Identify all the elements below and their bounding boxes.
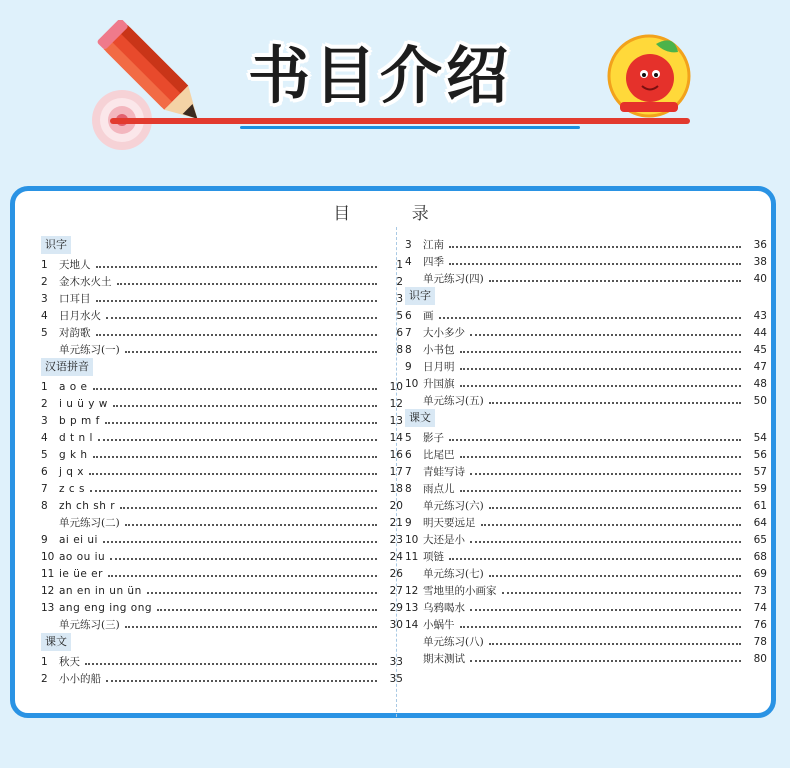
entry-title: zh ch sh r xyxy=(59,500,116,512)
entry-page: 45 xyxy=(753,344,767,356)
entry-title: 单元练习(一) xyxy=(59,344,120,356)
leader-dots xyxy=(489,575,741,577)
entry-title: 明天要远足 xyxy=(423,517,476,529)
toc-entry xyxy=(405,564,767,581)
leader-dots xyxy=(489,507,741,509)
toc-entry xyxy=(405,269,767,286)
entry-number: 9 xyxy=(41,534,48,546)
entry-page: 20 xyxy=(389,500,403,512)
toc-entry xyxy=(41,547,403,564)
entry-page: 76 xyxy=(753,619,767,631)
entry-page: 27 xyxy=(389,585,403,597)
entry-number: 1 xyxy=(41,656,48,668)
entry-page: 13 xyxy=(389,415,403,427)
leader-dots xyxy=(120,507,377,509)
leader-dots xyxy=(449,263,741,265)
entry-page: 54 xyxy=(753,432,767,444)
entry-number: 3 xyxy=(41,293,48,305)
entry-page: 35 xyxy=(389,673,403,685)
entry-number: 13 xyxy=(405,602,419,614)
entry-page: 17 xyxy=(389,466,403,478)
entry-title: 乌鸦喝水 xyxy=(423,602,465,614)
entry-number: 1 xyxy=(41,381,48,393)
leader-dots xyxy=(460,490,742,492)
toc-entry xyxy=(41,323,403,340)
toc-entry xyxy=(405,632,767,649)
entry-title: 比尾巴 xyxy=(423,449,455,461)
entry-page: 30 xyxy=(389,619,403,631)
toc-left-column xyxy=(41,235,403,686)
toc-entry xyxy=(41,479,403,496)
leader-dots xyxy=(502,592,742,594)
entry-number: 1 xyxy=(41,259,48,271)
entry-number: 5 xyxy=(41,449,48,461)
entry-page: 59 xyxy=(753,483,767,495)
entry-page: 48 xyxy=(753,378,767,390)
entry-title: b p m f xyxy=(59,415,100,427)
toc-entry xyxy=(41,462,403,479)
entry-title: 雨点儿 xyxy=(423,483,455,495)
entry-title: 日月水火 xyxy=(59,310,101,322)
leader-dots xyxy=(460,368,742,370)
leader-dots xyxy=(125,626,377,628)
leader-dots xyxy=(125,524,377,526)
leader-dots xyxy=(470,334,741,336)
leader-dots xyxy=(439,317,742,319)
toc-entry xyxy=(41,669,403,686)
entry-title: 项链 xyxy=(423,551,444,563)
entry-title: 单元练习(四) xyxy=(423,273,484,285)
toc-entry xyxy=(41,598,403,615)
entry-number: 8 xyxy=(405,483,412,495)
toc-entry xyxy=(405,391,767,408)
entry-number: 13 xyxy=(41,602,55,614)
entry-page: 40 xyxy=(753,273,767,285)
entry-page: 21 xyxy=(389,517,403,529)
entry-page: 14 xyxy=(389,432,403,444)
leader-dots xyxy=(105,422,377,424)
leader-dots xyxy=(470,541,741,543)
leader-dots xyxy=(93,388,378,390)
leader-dots xyxy=(481,524,742,526)
section-label: 识字 xyxy=(405,287,435,305)
entry-title: 影子 xyxy=(423,432,444,444)
entry-title: an en in un ün xyxy=(59,585,142,597)
toc-entry xyxy=(405,547,767,564)
entry-number: 9 xyxy=(405,361,412,373)
entry-number: 6 xyxy=(405,310,412,322)
entry-title: ao ou iu xyxy=(59,551,106,563)
entry-title: 金木水火土 xyxy=(59,276,112,288)
entry-title: a o e xyxy=(59,381,88,393)
leader-dots xyxy=(460,351,742,353)
leader-dots xyxy=(157,609,377,611)
entry-number: 2 xyxy=(41,673,48,685)
leader-dots xyxy=(460,626,742,628)
entry-title: 天地人 xyxy=(59,259,91,271)
entry-number: 12 xyxy=(41,585,55,597)
entry-page: 18 xyxy=(389,483,403,495)
leader-dots xyxy=(89,473,377,475)
toc-section xyxy=(405,286,767,306)
entry-title: 小书包 xyxy=(423,344,455,356)
entry-page: 80 xyxy=(753,653,767,665)
entry-page: 2 xyxy=(396,276,403,288)
toc-entry xyxy=(41,496,403,513)
entry-number: 10 xyxy=(405,378,419,390)
toc-entry xyxy=(41,289,403,306)
toc-header: 目 录 xyxy=(333,204,457,224)
toc-frame xyxy=(10,186,776,718)
entry-page: 64 xyxy=(753,517,767,529)
entry-title: j q x xyxy=(59,466,84,478)
entry-page: 65 xyxy=(753,534,767,546)
toc-entry xyxy=(41,564,403,581)
entry-number: 6 xyxy=(41,466,48,478)
entry-number: 8 xyxy=(405,344,412,356)
entry-number: 7 xyxy=(405,466,412,478)
section-label: 课文 xyxy=(41,633,71,651)
entry-number: 4 xyxy=(41,310,48,322)
entry-title: 单元练习(八) xyxy=(423,636,484,648)
entry-number: 2 xyxy=(41,398,48,410)
toc-entry xyxy=(405,428,767,445)
leader-dots xyxy=(103,541,377,543)
entry-title: 秋天 xyxy=(59,656,80,668)
toc-entry xyxy=(405,513,767,530)
entry-page: 16 xyxy=(389,449,403,461)
toc-entry xyxy=(405,649,767,666)
entry-page: 1 xyxy=(396,259,403,271)
toc-section xyxy=(405,408,767,428)
entry-page: 78 xyxy=(753,636,767,648)
toc-entry xyxy=(405,479,767,496)
entry-page: 43 xyxy=(753,310,767,322)
toc-entry xyxy=(41,652,403,669)
leader-dots xyxy=(90,490,377,492)
apple-mascot-icon xyxy=(606,28,692,124)
toc-entry xyxy=(41,306,403,323)
entry-page: 47 xyxy=(753,361,767,373)
leader-dots xyxy=(470,660,741,662)
toc-section xyxy=(41,357,403,377)
toc-entry xyxy=(405,598,767,615)
entry-title: 大小多少 xyxy=(423,327,465,339)
leader-dots xyxy=(85,663,377,665)
entry-title: 日月明 xyxy=(423,361,455,373)
entry-title: 期末测试 xyxy=(423,653,465,665)
entry-page: 57 xyxy=(753,466,767,478)
leader-dots xyxy=(449,439,741,441)
entry-number: 6 xyxy=(405,449,412,461)
toc-section xyxy=(41,632,403,652)
leader-dots xyxy=(106,317,377,319)
leader-dots xyxy=(96,266,378,268)
leader-dots xyxy=(113,405,377,407)
toc-entry xyxy=(405,306,767,323)
entry-number: 7 xyxy=(41,483,48,495)
entry-page: 26 xyxy=(389,568,403,580)
toc-entry xyxy=(41,377,403,394)
toc-entry xyxy=(405,530,767,547)
section-label: 汉语拼音 xyxy=(41,358,93,376)
leader-dots xyxy=(489,280,741,282)
toc-entry xyxy=(41,272,403,289)
entry-number: 10 xyxy=(41,551,55,563)
leader-dots xyxy=(470,473,741,475)
pencil-icon xyxy=(80,20,220,155)
entry-page: 69 xyxy=(753,568,767,580)
entry-title: 四季 xyxy=(423,256,444,268)
entry-number: 11 xyxy=(405,551,419,563)
toc-entry xyxy=(41,445,403,462)
entry-page: 10 xyxy=(389,381,403,393)
entry-number: 4 xyxy=(41,432,48,444)
leader-dots xyxy=(108,575,377,577)
leader-dots xyxy=(460,456,742,458)
entry-title: 单元练习(六) xyxy=(423,500,484,512)
entry-title: ie üe er xyxy=(59,568,103,580)
entry-title: 小小的船 xyxy=(59,673,101,685)
section-label: 识字 xyxy=(41,236,71,254)
entry-number: 10 xyxy=(405,534,419,546)
entry-number: 4 xyxy=(405,256,412,268)
leader-dots xyxy=(147,592,377,594)
toc-entry xyxy=(41,615,403,632)
entry-page: 24 xyxy=(389,551,403,563)
leader-dots xyxy=(98,439,377,441)
entry-title: z c s xyxy=(59,483,85,495)
entry-page: 23 xyxy=(389,534,403,546)
entry-page: 73 xyxy=(753,585,767,597)
toc-entry xyxy=(41,394,403,411)
header xyxy=(0,0,790,170)
toc-right-column xyxy=(405,235,767,666)
entry-title: 单元练习(五) xyxy=(423,395,484,407)
entry-number: 11 xyxy=(41,568,55,580)
entry-page: 44 xyxy=(753,327,767,339)
toc-entry xyxy=(41,581,403,598)
toc-entry xyxy=(405,340,767,357)
entry-title: 青蛙写诗 xyxy=(423,466,465,478)
entry-title: 单元练习(三) xyxy=(59,619,120,631)
entry-title: g k h xyxy=(59,449,88,461)
entry-title: 大还是小 xyxy=(423,534,465,546)
entry-page: 33 xyxy=(389,656,403,668)
entry-page: 29 xyxy=(389,602,403,614)
toc-entry xyxy=(405,357,767,374)
leader-dots xyxy=(96,300,378,302)
entry-number: 3 xyxy=(405,239,412,251)
toc-entry xyxy=(41,255,403,272)
entry-number: 3 xyxy=(41,415,48,427)
entry-title: 江南 xyxy=(423,239,444,251)
leader-dots xyxy=(96,334,378,336)
entry-number: 9 xyxy=(405,517,412,529)
entry-page: 36 xyxy=(753,239,767,251)
entry-title: 口耳目 xyxy=(59,293,91,305)
entry-title: 对韵歌 xyxy=(59,327,91,339)
title-underline-blue xyxy=(240,126,580,129)
entry-page: 6 xyxy=(396,327,403,339)
toc-entry xyxy=(41,340,403,357)
leader-dots xyxy=(106,680,377,682)
entry-page: 3 xyxy=(396,293,403,305)
leader-dots xyxy=(117,283,378,285)
entry-title: 小蜗牛 xyxy=(423,619,455,631)
leader-dots xyxy=(470,609,741,611)
entry-number: 2 xyxy=(41,276,48,288)
title-underline-red xyxy=(110,118,690,124)
entry-number: 5 xyxy=(41,327,48,339)
entry-title: ang eng ing ong xyxy=(59,602,153,614)
entry-page: 56 xyxy=(753,449,767,461)
leader-dots xyxy=(449,558,741,560)
leader-dots xyxy=(449,246,741,248)
toc-entry xyxy=(405,496,767,513)
page-title: 书目介绍 xyxy=(248,39,513,112)
toc-entry xyxy=(405,252,767,269)
entry-title: 雪地里的小画家 xyxy=(423,585,497,597)
toc-entry xyxy=(405,581,767,598)
entry-page: 12 xyxy=(389,398,403,410)
entry-number: 5 xyxy=(405,432,412,444)
entry-title: ai ei ui xyxy=(59,534,98,546)
entry-page: 8 xyxy=(396,344,403,356)
toc-entry xyxy=(405,235,767,252)
entry-page: 38 xyxy=(753,256,767,268)
entry-number: 7 xyxy=(405,327,412,339)
leader-dots xyxy=(489,402,741,404)
entry-number: 14 xyxy=(405,619,419,631)
toc-entry xyxy=(41,513,403,530)
leader-dots xyxy=(93,456,377,458)
entry-title: 单元练习(七) xyxy=(423,568,484,580)
leader-dots xyxy=(489,643,741,645)
leader-dots xyxy=(110,558,377,560)
entry-title: i u ü y w xyxy=(59,398,108,410)
entry-title: 升国旗 xyxy=(423,378,455,390)
toc-entry xyxy=(41,530,403,547)
entry-title: d t n l xyxy=(59,432,93,444)
entry-number: 8 xyxy=(41,500,48,512)
toc-entry xyxy=(405,323,767,340)
toc-section xyxy=(41,235,403,255)
section-label: 课文 xyxy=(405,409,435,427)
leader-dots xyxy=(460,385,742,387)
entry-page: 5 xyxy=(396,310,403,322)
toc-entry xyxy=(405,445,767,462)
toc-entry xyxy=(405,462,767,479)
toc-entry xyxy=(41,428,403,445)
toc-entry xyxy=(405,374,767,391)
toc-entry xyxy=(405,615,767,632)
entry-page: 50 xyxy=(753,395,767,407)
entry-page: 61 xyxy=(753,500,767,512)
toc-entry xyxy=(41,411,403,428)
entry-title: 单元练习(二) xyxy=(59,517,120,529)
entry-title: 画 xyxy=(423,310,434,322)
entry-page: 74 xyxy=(753,602,767,614)
entry-page: 68 xyxy=(753,551,767,563)
leader-dots xyxy=(125,351,377,353)
entry-number: 12 xyxy=(405,585,419,597)
